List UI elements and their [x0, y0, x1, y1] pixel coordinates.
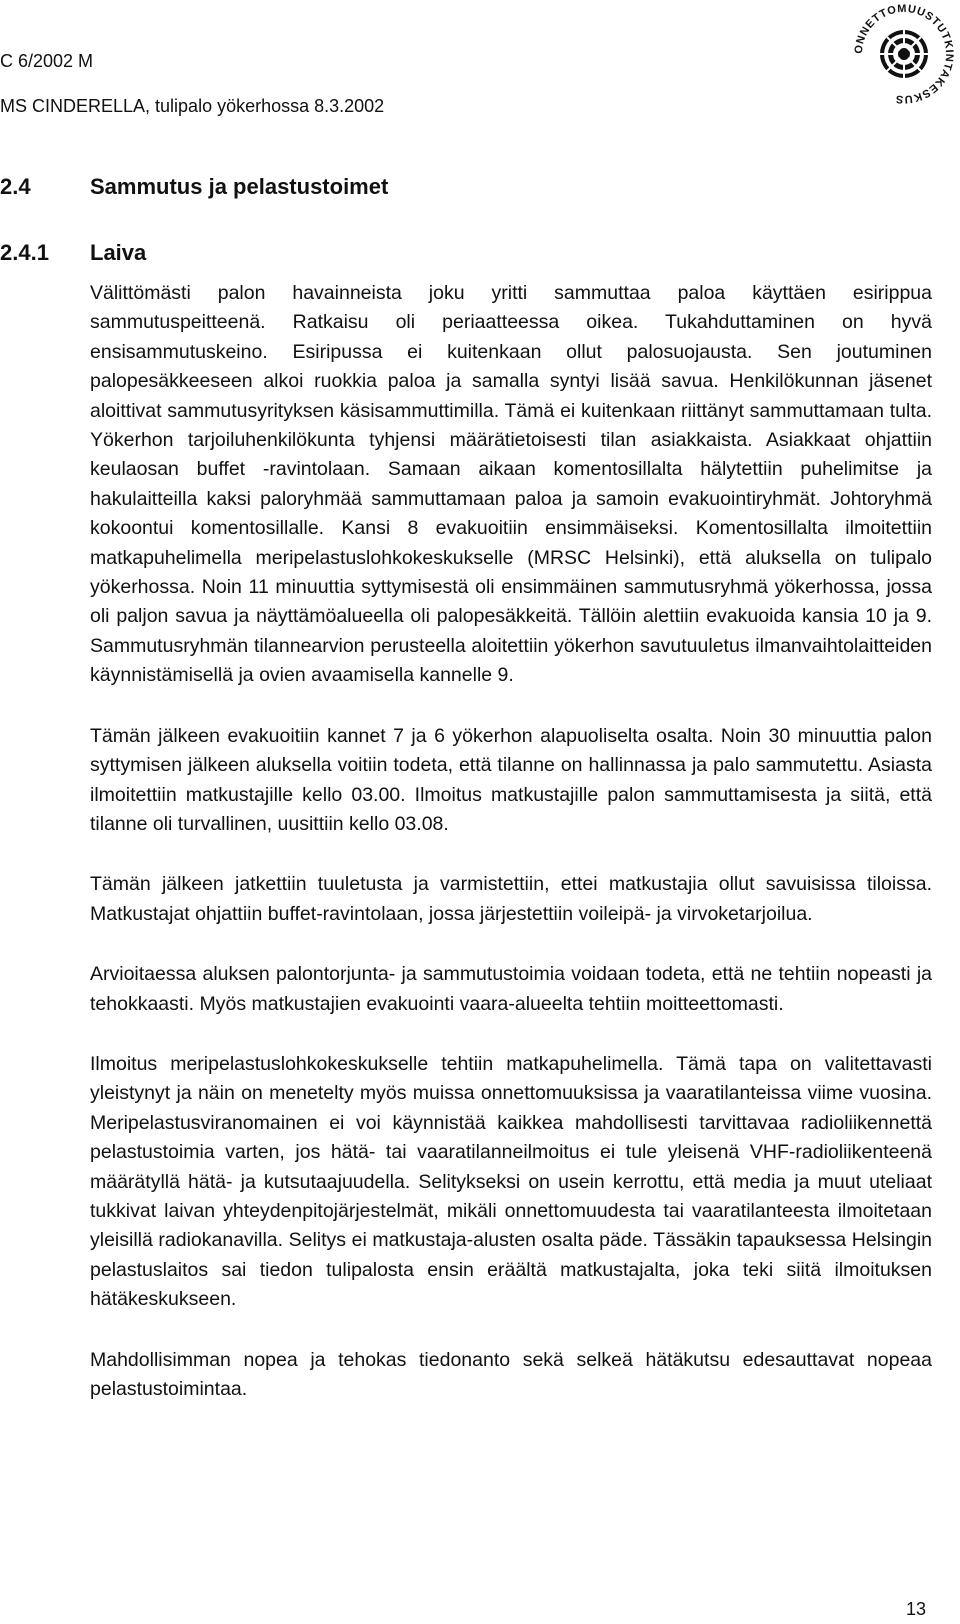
paragraph: Tämän jälkeen evakuoitiin kannet 7 ja 6 yökerhon alapuoliselta osalta. Noin 30 minuuttia palon syttymisen jälkeen aluksella voitiin todeta, että tilanne on hallinnassa ja palo sammutettu. Asiasta ilmoitettiin matkustajille kello 03.00. Ilmoitus matkustajille palon sammuttamisesta ja siitä, että tilanne oli turvallinen, uusittiin kello 03.08.	[90, 724, 932, 835]
onnettomuustutkintakeskus-logo	[850, 0, 958, 108]
subsection-title: Laiva	[90, 240, 147, 265]
document-code: C 6/2002 M	[0, 51, 94, 71]
logo-emblem	[880, 30, 928, 78]
section-title: Sammutus ja pelastustoimet	[90, 174, 389, 199]
logo-ring-text: ONNETTOMUUSTUTKINTAKESKUS	[852, 2, 956, 106]
paragraph: Välittömästi palon havainneista joku yritti sammuttaa paloa käyttäen esirippua sammutuspeitteenä. Ratkaisu oli periaatteessa oikea. Tukahduttaminen on hyvä ensisammutuskeino. Esiripussa ei kuitenkaan ollut palosuojausta. Sen joutuminen palopesäkkeeseen alkoi ruokkia paloa ja samalla syntyi lisää savua. Henkilökunnan jäsenet aloittivat sammutusyrityksen käsisammuttimilla. Tämä ei kuitenkaan riittänyt sammuttamaan tulta. Yökerhon tarjoiluhenkilökunta tyhjensi määrätietoisesti tilan asiakkaista. Asiakkaat ohjattiin keulaosan buffet -ravintolaan. Samaan aikaan komentosillalta hälytettiin puhelimitse ja hakulaitteilla kaksi paloryhmää sammuttamaan paloa ja samoin evakuointiryhmät. Johtoryhmä kokoontui komentosillalle. Kansi 8 evakuoitiin ensimmäiseksi. Komentosillalta ilmoitettiin matkapuhelimella meripelastuslohkokeskukselle (MRSC Helsinki), että aluksella on tulipalo yökerhossa. Noin 11 minuuttia syttymisestä oli ensimmäinen sammutusryhmä yökerhossa, jossa oli paljon savua ja näyttämöalueella oli palopesäkkeitä. Tällöin alettiin evakuoida kansia 10 ja 9. Sammutusryhmän tilannearvion perusteella aloitettiin yökerhon savutuuletus ilmanvaihtolaitteiden käynnistämisellä ja ovien avaamisella kannelle 9.	[90, 282, 932, 687]
body-text	[90, 279, 932, 1435]
paragraph: Arvioitaessa aluksen palontorjunta- ja sammutustoimia voidaan todeta, että ne tehtiin nopeasti ja tehokkaasti. Myös matkustajien evakuointi vaara-alueelta tehtiin moitteettomasti.	[90, 963, 932, 1015]
section-heading	[0, 174, 388, 200]
subsection-heading	[0, 240, 146, 266]
section-number: 2.4	[0, 174, 31, 199]
paragraph: Tämän jälkeen jatkettiin tuuletusta ja varmistettiin, ettei matkustajia ollut savuisissa tiloissa. Matkustajat ohjattiin buffet-ravintolaan, jossa järjestettiin voileipä- ja virvoketarjoilua.	[90, 873, 932, 925]
subsection-number: 2.4.1	[0, 240, 49, 265]
page-number: 13	[906, 1599, 927, 1619]
paragraph: Mahdollisimman nopea ja tehokas tiedonanto sekä selkeä hätäkutsu edesauttavat nopeaa pelastustoimintaa.	[90, 1348, 932, 1400]
document-subtitle: MS CINDERELLA, tulipalo yökerhossa 8.3.2002	[0, 96, 385, 116]
paragraph: Ilmoitus meripelastuslohkokeskukselle tehtiin matkapuhelimella. Tämä tapa on valitettavasti yleistynyt ja näin on menetelty myös muissa onnettomuuksissa ja vaaratilanteissa viime vuosina. Meripelastusviranomainen ei voi käynnistää kaikkea mahdollisesti tarvittavaa radioliikennettä pelastustoimia varten, jos hätä- tai vaaratilanneilmoitus ei tule yleisenä VHF-radioliikenteenä määrätyllä hätä- ja kutsutaajuudella. Selitykseksi on usein kerrottu, että media ja muut uteliaat tukkivat laivan yhteydenpitojärjestelmät, mikäli onnettomuudesta tai vaaratilanteesta ilmoitetaan yleisillä radiokanavilla. Selitys ei matkustaja-alusten osalta päde. Tässäkin tapauksessa Helsingin pelastuslaitos sai tiedon tulipalosta ensin eräältä matkustajalta, joka teki siitä ilmoituksen hätäkeskukseen.	[90, 1052, 932, 1311]
